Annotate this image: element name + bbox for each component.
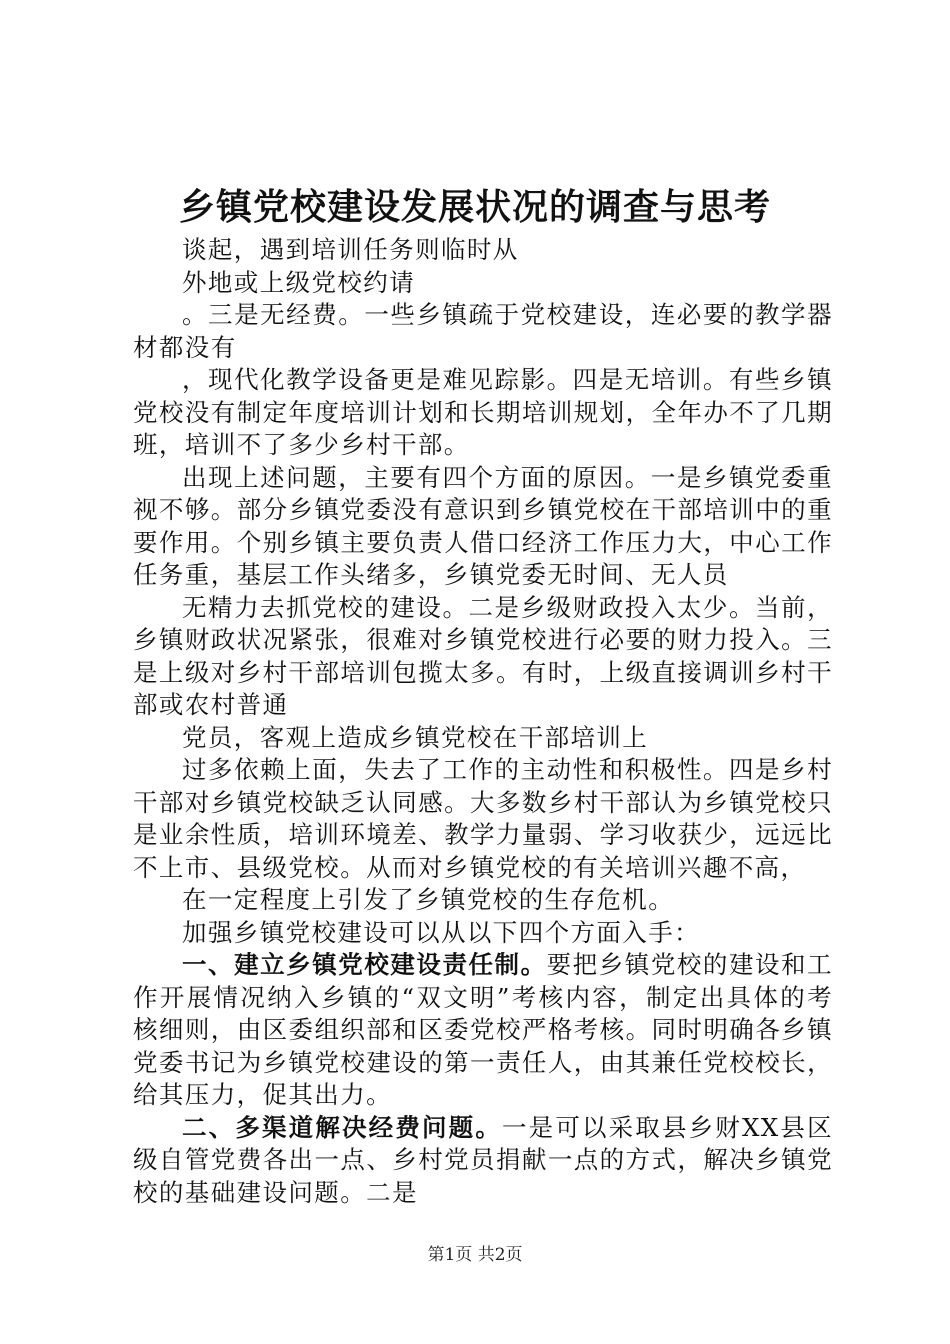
paragraph: 无精力去抓党校的建设。二是乡级财政投入太少。当前，乡镇财政状况紧张，很难对乡镇党校进行必要的财力投入。三是上级对乡村干部培训包揽太多。有时，上级直接调训乡村干部或农村普通: [133, 592, 833, 719]
paragraph: 出现上述问题，主要有四个方面的原因。一是乡镇党委重视不够。部分乡镇党委没有意识到乡镇党校在干部培训中的重要作用。个别乡镇主要负责人借口经济工作压力大，中心工作任务重，基层工作头绪多，乡镇党委无时间、无人员: [133, 462, 833, 589]
paragraph: 加强乡镇党校建设可以从以下四个方面入手：: [182, 917, 700, 947]
document-title: 乡镇党校建设发展状况的调查与思考: [178, 186, 771, 228]
paragraph: 外地或上级党校约请: [182, 267, 416, 297]
section-paragraph: [133, 949, 833, 1112]
paragraph: 在一定程度上引发了乡镇党校的生存危机。: [182, 885, 675, 914]
paragraph: ，现代化教学设备更是难见踪影。四是无培训。有些乡镇党校没有制定年度培训计划和长期培训规划，全年办不了几期班，培训不了多少乡村干部。: [133, 365, 833, 459]
paragraph: 谈起，遇到培训任务则临时从: [182, 235, 519, 264]
paragraph: 过多依赖上面，失去了工作的主动性和积极性。四是乡村干部对乡镇党校缺乏认同感。大多数乡村干部认为乡镇党校只是业余性质，培训环境差、教学力量弱、学习收获少，远远比不上市、县级党校。从而对乡镇党校的有关培训兴趣不高，: [133, 755, 833, 882]
page-footer: 第1页 共2页: [427, 1245, 523, 1265]
paragraph: 党员，客观上造成乡镇党校在干部培训上: [182, 722, 649, 752]
paragraph: 。三是无经费。一些乡镇疏于党校建设，连必要的教学器材都没有: [133, 300, 833, 362]
section-text: 要把乡镇党校的建设和工作开展情况纳入乡镇的“双文明”考核内容，制定出具体的考核细则，由区委组织部和区委党校严格考核。同时明确各乡镇党委书记为乡镇党校建设的第一责任人，由其兼任党校校长，给其压力，促其出力。: [133, 950, 833, 1109]
section-heading: 一、建立乡镇党校建设责任制。: [182, 950, 547, 979]
document-body: [133, 234, 833, 1209]
section-text: 一是可以采取县乡财XX县区级自管党费各出一点、乡村党员捐献一点的方式，解决乡镇党校的基础建设问题。二是: [133, 1112, 833, 1207]
section-heading: 二、多渠道解决经费问题。: [182, 1112, 502, 1142]
section-paragraph: [133, 1112, 833, 1210]
